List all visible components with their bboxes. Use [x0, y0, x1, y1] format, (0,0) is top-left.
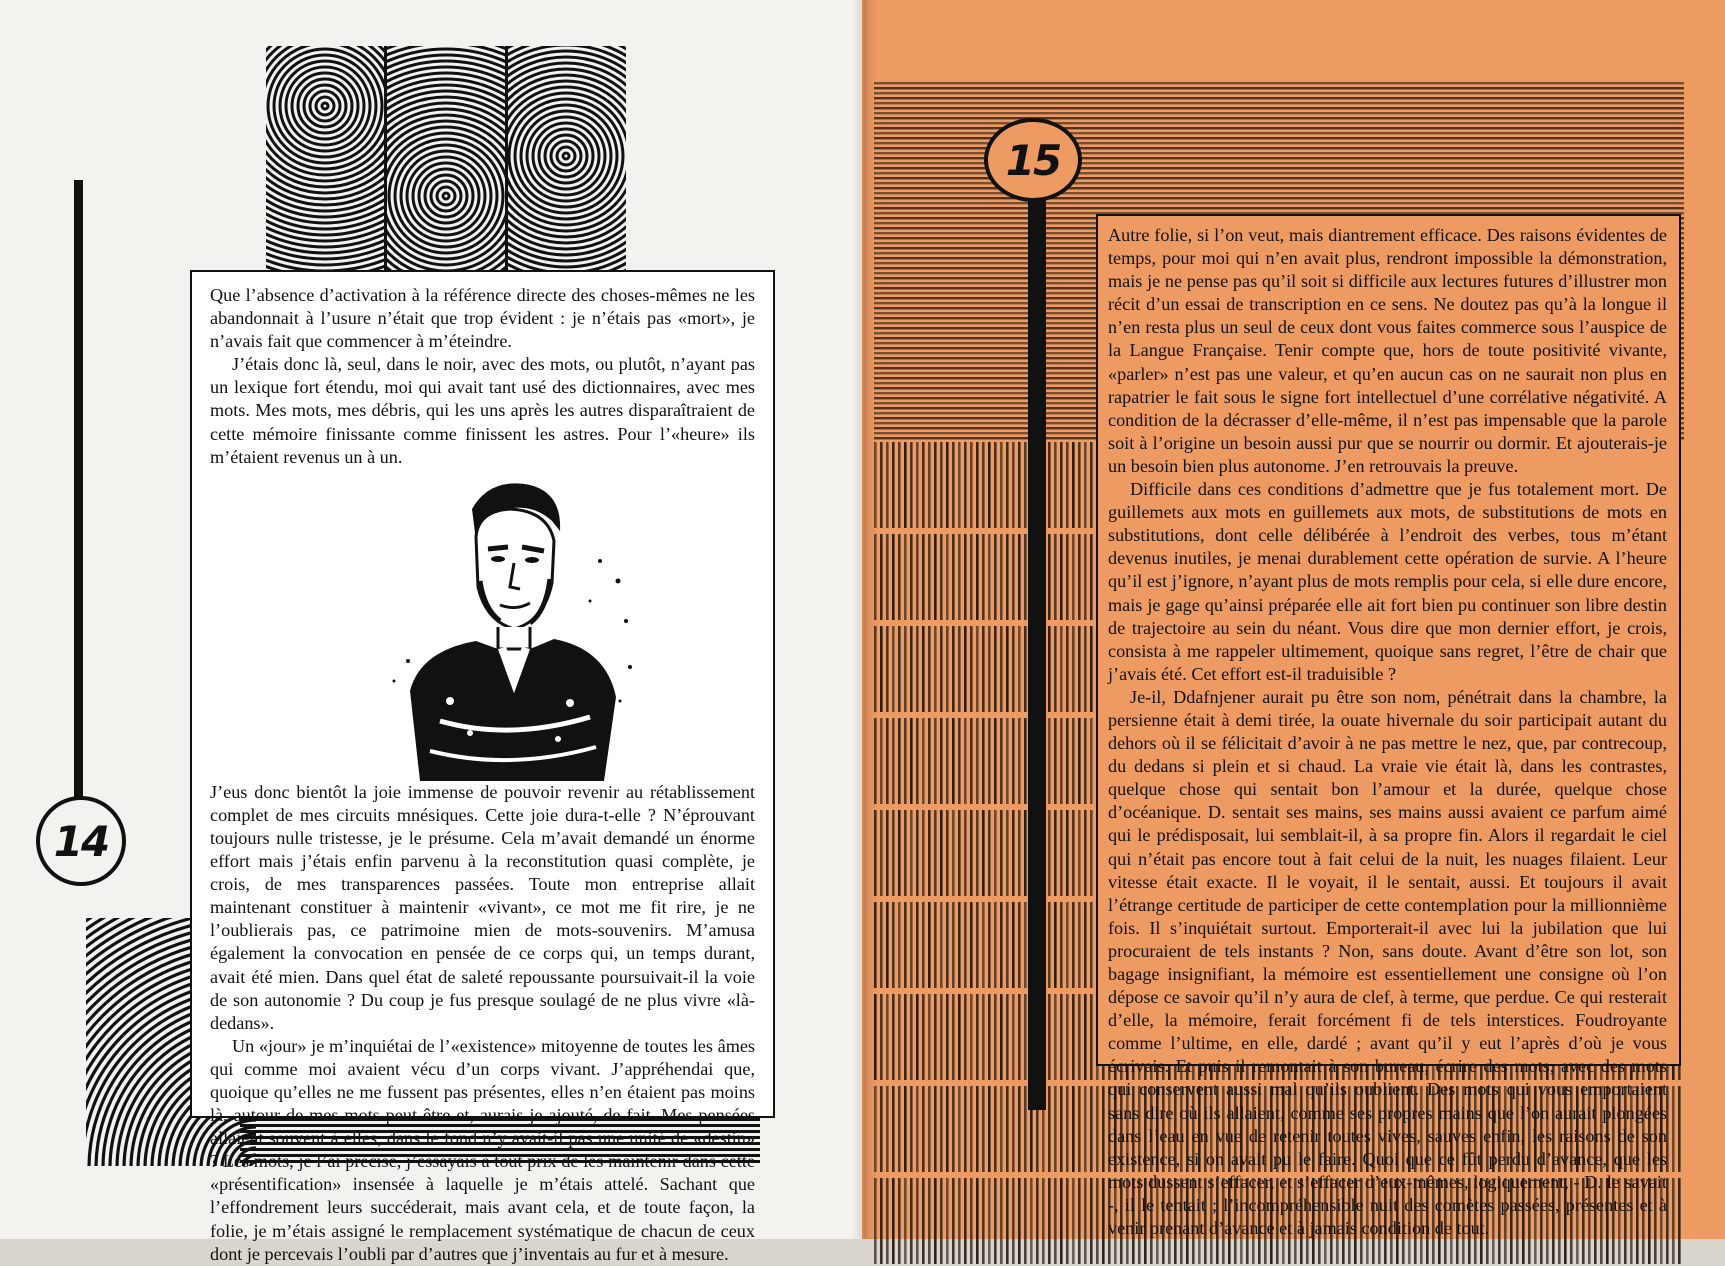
page-number-14 — [36, 796, 126, 886]
page-number-15 — [984, 118, 1082, 202]
right-text-box — [1096, 214, 1681, 1239]
left-text-box — [190, 270, 775, 1264]
paragraph: J’étais donc là, seul, dans le noir, avec des mots, ou plutôt, n’ayant pas un lexique fort étendu, moi qui avait tant usé des dictionnaires, avec mes mots. Mes mots, mes débris, qui les uns après les autres disparaîtraient de cette mémoire finissante comme finissent les astres. Pour l’«heure» ils m’étaient revenus un à un. — [210, 354, 755, 467]
paragraph: Difficile dans ces conditions d’admettre que je fus totalement mort. De guillemets aux mots en guillemets aux mots, de substitutions de mots en substitutions, dont celle délibérée à l’endroit des verbes, tous m’étant devenus inutiles, je menai durablement cette opération de survie. A l’heure qu’il est j’ignore, n’ayant plus de mots remplis pour cela, si elle dure encore, mais je gage qu’ainsi préparée elle ait fort bien pu continuer son libre destin de trajectoire au sein du néant. Vous dire que mon dernier effort, je crois, consista à me rappeler ultimement, quoique sans regret, l’être de chair que j’avais été. Cet effort est-il traduisible ? — [1108, 479, 1667, 684]
paragraph: Un «jour» je m’inquiétai de l’«existence» mitoyenne de toutes les âmes qui comme moi avaient vécu d’un corps vivant. J’appréhendai que, quoique qu’elles ne me fussent pas présentes, elles n’en étaient pas moins là, autour de mes mots peut-être et, aurais-je ajouté, de fait. Mes pensées allaient souvent à elles, dans le fond n’y avait-il pas une unité de «destin» ? Les mots, je l’ai précisé, j’essayais à tout prix de les maintenir dans cette «présentification» insensée à laquelle je m’étais attelé. Sachant que l’effondrement leurs succéderait, mais avant cela, et de toute façon, la folie, je m’étais assigné le remplacement systématique de chacun de ceux dont je percevais l’oubli par d’autres que j’inventais au fur et à mesure. — [210, 1035, 755, 1264]
portrait-illustration — [380, 471, 640, 781]
page-number-stem — [1028, 190, 1046, 1110]
left-page — [0, 0, 862, 1264]
page-number-label: 14 — [53, 816, 109, 866]
page-number-stem — [74, 180, 83, 800]
right-page — [862, 0, 1725, 1239]
page-number-label: 15 — [1005, 135, 1061, 185]
paragraph: Je-il, Ddafnjener aurait pu être son nom, pénétrait dans la chambre, la persienne était à demi tirée, la ouate hivernale du soir participait autant du dehors où il se félicitait d’avoir à ne pas mettre le nez, que, par contrecoup, du dedans si plein et si chaud. La vraie vie était là, dans les contrastes, quelque chose qui sentait bon l’amour et la durée, quelque chose d’océanique. D. sentait ses mains, ses mains aussi avaient ce parfum aimé qui le prédisposait, lui semblait-il, à sa propre fin. Alors il regardait le ciel qui n’était pas encore tout à fait celui de la nuit, les nuages filaient. Leur vitesse était exacte. Il le voyait, il le sentait, aussi. Et toujours il avait l’étrange certitude de participer de cette contemplation pour la millionnième fois. Il s’inquiétait surtout. Emporterait-il avec lui la jubilation que lui procuraient de tels instants ? Non, sans doute. Avant d’être son lot, son bagage insignifiant, la mémoire est essentiellement une consigne où l’on dépose ce savoir qu’il n’y aura de clef, à terme, que perdue. Ce qui resterait d’elle, la mémoire, ferait forcément fi de tels interstices. Foudroyante comme l’ultime, en elle, dardé ; avant qu’il y eut l’après d’où je vous écrivais. Et puis il remontait à son bureau, écrire des mots, avec des mots qui conservent aussi mal qu’ils oublient. Des mots qui vous emportaient sans dire où ils allaient, comme ses propres mains que l’on aurait plongées dans l’eau en vue de retenir toutes vives, sauves enfin, les raisons de son existence, si on avait pu le faire. Quoi que ce fût perdu d’avance, que les mots dussent s’effacer, et s’effacer d’eux-mêmes, logiquement, - D. le savait -, il le tentait ; l’incompréhensible nuit des comètes passées, présentes et à venir prenant d’avance et à jamais condition de tout. — [1108, 686, 1667, 1239]
paragraph: J’eus donc bientôt la joie immense de pouvoir revenir au rétablissement complet de mes circuits mnésiques. Cette joie dura-t-elle ? N’éprouvant toujours nulle tristesse, je le présume. Cela m’avait demandé un énorme effort mais j’étais enfin parvenu à la reconstitution quasi complète, je crois, de mes transparences passées. Toute mon entreprise allait maintenant constituer à maintenir «vivant», ce mot me fit rire, je ne l’oublierais pas, ce patrimoine mien de mots-souvenirs. M’amusa également la convocation en pensée de ce corps qui, un temps durant, avait été mien. Dans quel état de saleté repoussante poursuivait-il la voie de son autonomie ? Du coup je fus presque soulagé de ne plus vivre «là-dedans». — [210, 781, 755, 1033]
paragraph: Autre folie, si l’on veut, mais diantrement efficace. Des raisons évidentes de temps, pour moi qui n’en avait plus, rendront impossible la démonstration, mais je ne pense pas qu’il soit si difficile aux lectures futures d’illustrer mon récit d’un essai de transcription en ce sens. Ne doutez pas qu’à la longue il n’en resta plus un seul de ceux dont vous faites commerce sous l’auspice de la Langue Française. Tenir compte que, hors de toute positivité vivante, «parler» n’est pas une valeur, et qu’en aucun cas on ne saurait non plus en rapatrier le fait sous le signe fort intellectuel d’une corrélative négativité. A condition de la décrasser d’elle-même, il n’est pas impensable que la parole soit à l’origine un besoin aussi pur que se nourrir ou dormir. Et ajouterais-je un besoin bien plus autonome. J’en retrouvais la preuve. — [1108, 225, 1667, 476]
paragraph: Que l’absence d’activation à la référence directe des choses-mêmes ne les abandonnait à l’usure n’était que trop évident : je n’étais pas «mort», je n’avais fait que commencer à m’éteindre. — [210, 285, 755, 352]
